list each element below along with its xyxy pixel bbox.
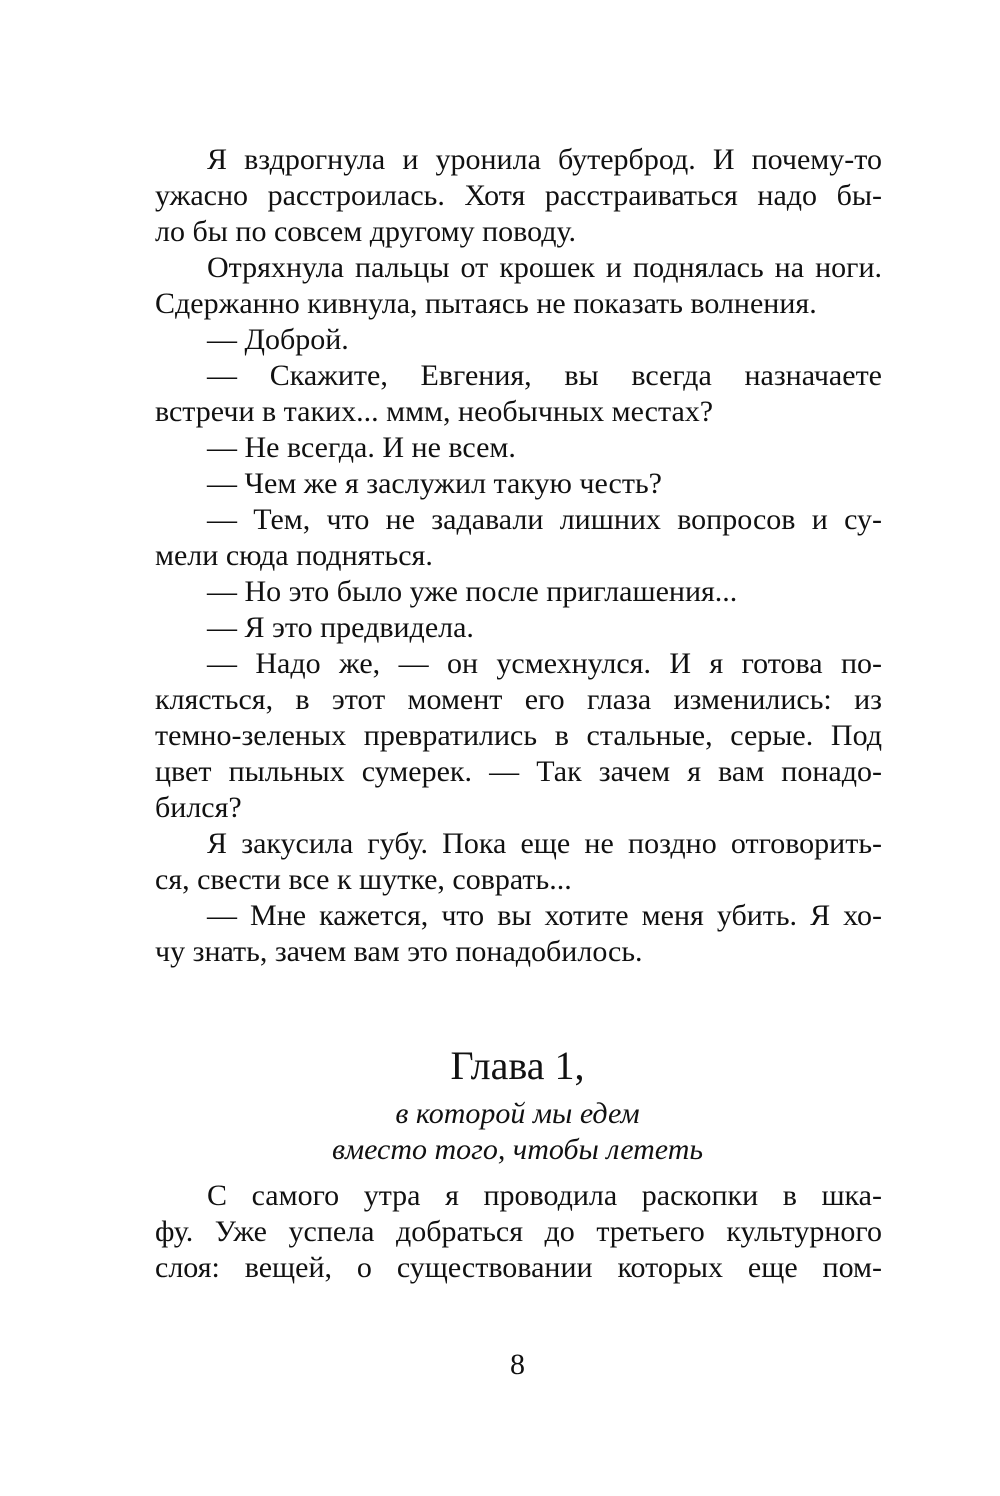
text-line: Сдержанно кивнула, пытаясь не показать волнения. [155,287,817,320]
text-line: — Скажите, Евгения, вы всегда назначаете [207,359,882,392]
chapter-subtitle: в которой мы едем [395,1097,640,1130]
page-number: 8 [510,1348,525,1381]
text-line: С самого утра я проводила раскопки в шка- [207,1179,882,1212]
text-line: ло бы по совсем другому поводу. [155,215,576,248]
text-line: — Надо же, — он усмехнулся. И я готова по- [207,647,882,680]
text-line: — Не всегда. И не всем. [207,431,516,464]
text-line: Я вздрогнула и уронила бутерброд. И почему-то [207,143,882,176]
chapter-title: Глава 1, [450,1043,585,1088]
text-line: фу. Уже успела добраться до третьего культурного [155,1215,882,1248]
text-line: Я закусила губу. Пока еще не поздно отговорить- [207,827,882,860]
chapter-subtitle: вместо того, чтобы лететь [331,1133,704,1166]
text-line: встречи в таких... ммм, необычных местах? [155,395,714,428]
text-line: — Доброй. [207,323,349,356]
text-line: цвет пыльных сумерек. — Так зачем я вам понадо- [155,755,882,788]
text-line: клясться, в этот момент его глаза изменились: из [155,683,882,716]
text-line: бился? [155,791,242,824]
text-line: темно-зеленых превратились в стальные, серые. Под [155,719,882,752]
text-line: — Чем же я заслужил такую честь? [207,467,662,500]
text-line: — Мне кажется, что вы хотите меня убить. Я хо- [207,899,882,932]
text-line: мели сюда подняться. [155,539,433,572]
text-line: — Но это было уже после приглашения... [207,575,738,608]
text-line: — Тем, что не задавали лишних вопросов и су- [207,503,882,536]
text-line: ся, свести все к шутке, соврать... [155,863,572,896]
text-line: Отряхнула пальцы от крошек и поднялась на ноги. [207,251,882,284]
text-line: — Я это предвидела. [207,611,474,644]
text-line: чу знать, зачем вам это понадобилось. [155,935,643,968]
text-line: слоя: вещей, о существовании которых еще пом- [155,1251,882,1284]
text-line: ужасно расстроилась. Хотя расстраиваться надо бы- [155,179,882,212]
